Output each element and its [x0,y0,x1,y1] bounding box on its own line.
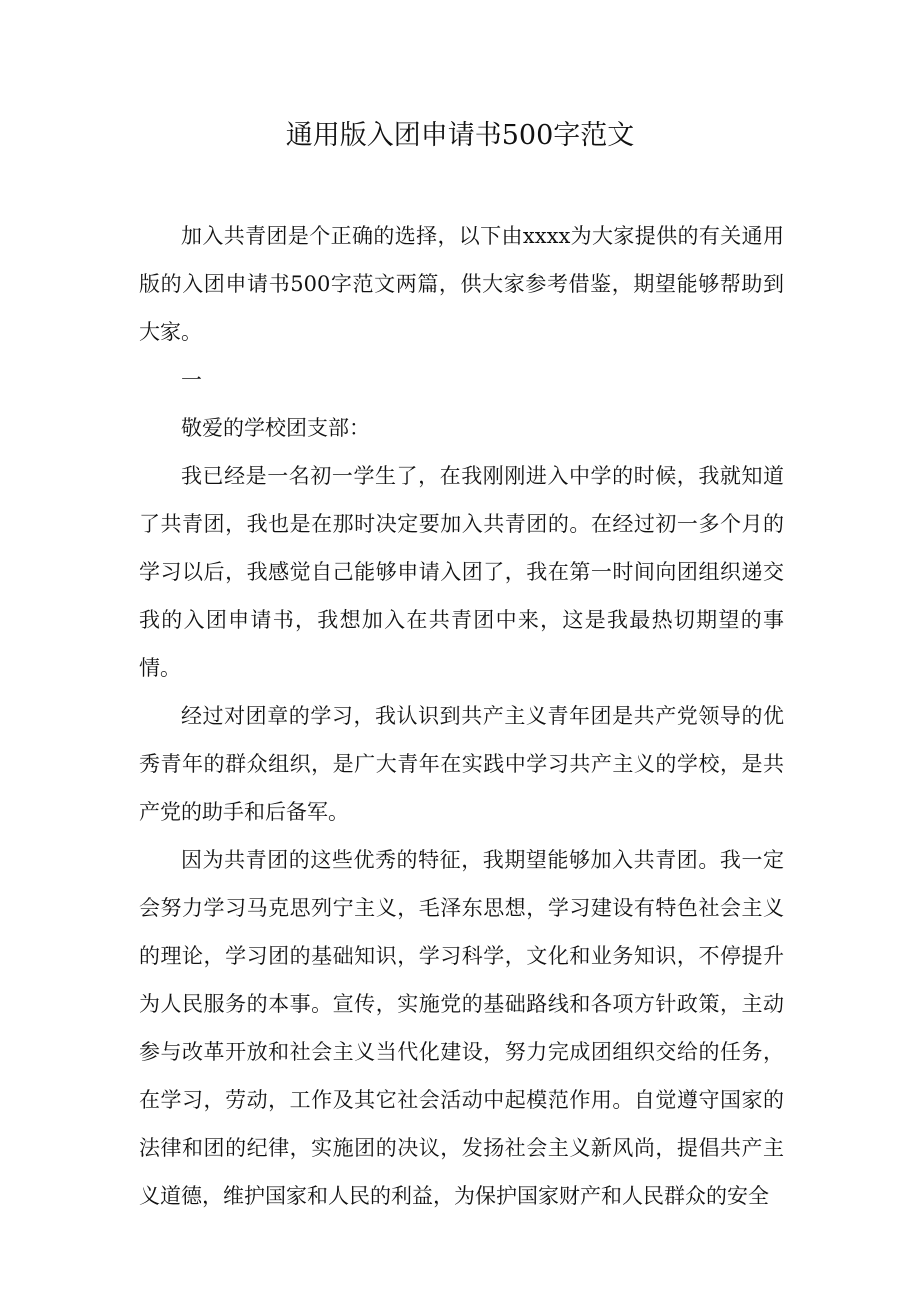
body-paragraph-3: 因为共青团的这些优秀的特征，我期望能够加入共青团。我一定会努力学习马克思列宁主义，毛泽东思想，学习建设有特色社会主义的理论，学习团的基础知识，学习科学，文化和业务知识，不停提升为人民服务的本事。宣传，实施党的基础路线和各项方针政策，主动参与改革开放和社会主义当代化建设，努力完成团组织交给的任务，在学习，劳动，工作及其它社会活动中起模范作用。自觉遵守国家的法律和团的纪律，实施团的决议，发扬社会主义新风尚，提倡共产主义道德，维护国家和人民的利益，为保护国家财产和人民群众的安全 [139,848,784,1208]
body-paragraph-2: 经过对团章的学习，我认识到共产主义青年团是共产党领导的优秀青年的群众组织，是广大青年在实践中学习共产主义的学校，是共产党的助手和后备军。 [139,704,784,824]
salutation: 敬爱的学校团支部： [181,416,370,440]
body-paragraph-1: 我已经是一名初一学生了，在我刚刚进入中学的时候，我就知道了共青团，我也是在那时决定要加入共青团的。在经过初一多个月的学习以后，我感觉自己能够申请入团了，我在第一时间向团组织递交我的入团申请书，我想加入在共青团中来，这是我最热切期望的事情。 [139,464,784,680]
document-body [139,212,784,1220]
intro-paragraph: 加入共青团是个正确的选择，以下由xxxx为大家提供的有关通用版的入团申请书500字范文两篇，供大家参考借鉴，期望能够帮助到大家。 [139,224,784,344]
section-number: 一 [181,368,202,392]
document-title: 通用版入团申请书500字范文 [285,120,635,151]
